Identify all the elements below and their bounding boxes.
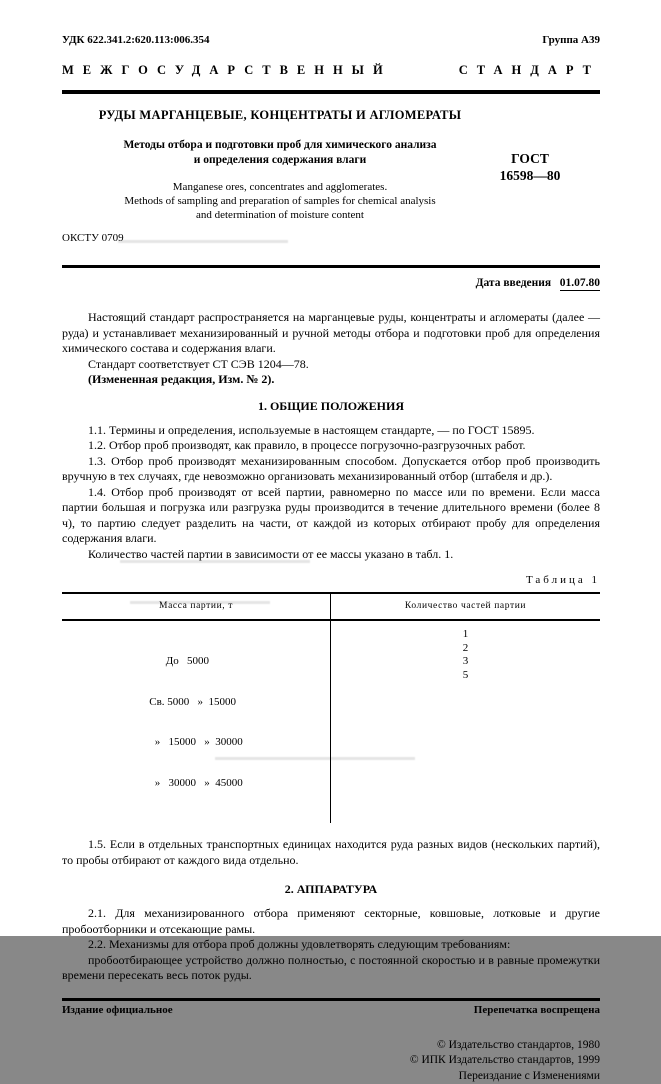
- footer-row: [62, 1004, 600, 1016]
- count-column: [331, 621, 600, 823]
- column-header-count: Количество частей партии: [331, 594, 600, 619]
- footer-rule: [62, 998, 600, 1001]
- document-subtitle: [80, 138, 480, 167]
- okstu-rule: [62, 265, 600, 268]
- copyright-line-3: Переиздание с Изменениями: [62, 1069, 600, 1084]
- header-rule: [62, 90, 600, 94]
- table-row: Св. 5000 » 15000: [149, 696, 243, 710]
- official-edition-label: Издание официальное: [62, 1004, 173, 1016]
- gost-label: ГОСТ: [460, 150, 600, 167]
- copyright-block: [62, 1038, 600, 1084]
- table-1: [62, 592, 600, 823]
- item-1-4: 1.4. Отбор проб производят от всей партии, равномерно по массе или по времени. Если масса партии большая и погрузка или разгрузка руды производится в течение длительного времени (более 8 ч), то партию следует разделить на части, от каждой из которых отбирают пробу для определения содержания влаги.: [62, 485, 600, 547]
- scan-artifact: [120, 560, 310, 563]
- english-title: [80, 180, 480, 222]
- date-label: Дата введения: [476, 277, 552, 289]
- item-1-2: 1.2. Отбор проб производят, как правило, в процессе погрузочно-разгрузочных работ.: [62, 438, 600, 454]
- okstu-code: ОКСТУ 0709: [62, 232, 600, 244]
- english-line-3: and determination of moisture content: [80, 208, 480, 222]
- udk-group-row: [62, 34, 600, 46]
- item-2-2: 2.2. Механизмы для отбора проб должны удовлетворять следующим требованиям:: [62, 937, 600, 953]
- table-row: 1: [331, 628, 600, 642]
- scan-artifact: [215, 757, 415, 760]
- group-code: Группа А39: [542, 34, 600, 46]
- copyright-line-2: © ИПК Издательство стандартов, 1999: [62, 1053, 600, 1069]
- title-block: [62, 108, 600, 222]
- title-column: [80, 108, 480, 222]
- item-2-2-continuation: пробоотбирающее устройство должно полностью, с постоянной скоростью и в равные промежутки времени пересекать весь поток руды.: [62, 953, 600, 984]
- standard-kind-heading: [62, 63, 600, 78]
- table-note: Количество частей партии в зависимости от ее массы указано в табл. 1.: [62, 547, 600, 563]
- english-line-1: Manganese ores, concentrates and agglomerates.: [80, 180, 480, 194]
- copyright-line-1: © Издательство стандартов, 1980: [62, 1038, 600, 1054]
- intro-paragraph-3: (Измененная редакция, Изм. № 2).: [62, 372, 600, 388]
- intro-paragraph-2: Стандарт соответствует СТ СЭВ 1204—78.: [62, 357, 600, 373]
- item-1-5: 1.5. Если в отдельных транспортных единицах находится руда разных видов (нескольких партий), то пробы отбирают от каждого вида отдельно.: [62, 837, 600, 868]
- item-1-1: 1.1. Термины и определения, используемые в настоящем стандарте, — по ГОСТ 15895.: [62, 423, 600, 439]
- subtitle-line-1: Методы отбора и подготовки проб для химического анализа: [80, 138, 480, 153]
- section-1-heading: 1. ОБЩИЕ ПОЛОЖЕНИЯ: [62, 399, 600, 414]
- table-body: [62, 621, 600, 823]
- section-2-heading: 2. АППАРАТУРА: [62, 882, 600, 897]
- scan-artifact: [130, 601, 270, 604]
- scan-artifact: [118, 240, 288, 243]
- intro-paragraph-1: Настоящий стандарт распространяется на марганцевые руды, концентраты и агломераты (далее — руда) и устанавливает механизированный и ручной методы отбора и подготовки проб для определения химического состава и содержания влаги.: [62, 310, 600, 357]
- table-row: 2: [331, 642, 600, 656]
- mass-column: [62, 621, 331, 823]
- effective-date-row: [62, 277, 600, 289]
- table-row: 3: [331, 655, 600, 669]
- table-row: » 30000 » 45000: [149, 777, 243, 791]
- udk-code: УДК 622.341.2:620.113:006.354: [62, 34, 209, 46]
- english-line-2: Methods of sampling and preparation of samples for chemical analysis: [80, 194, 480, 208]
- gost-designation: [460, 150, 600, 184]
- item-1-3: 1.3. Отбор проб производят механизированным способом. Допускается отбор проб производить вручную в тех случаях, где невозможно организовать механизированный отбор (штабеля и др.).: [62, 454, 600, 485]
- mass-values: [149, 628, 243, 817]
- column-header-mass: Масса партии, т: [62, 594, 331, 619]
- document-title: РУДЫ МАРГАНЦЕВЫЕ, КОНЦЕНТРАТЫ И АГЛОМЕРАТЫ: [80, 108, 480, 123]
- reprint-prohibited-label: Перепечатка воспрещена: [474, 1004, 600, 1016]
- table-row: 5: [331, 669, 600, 683]
- subtitle-line-2: и определения содержания влаги: [80, 153, 480, 168]
- table-caption: Таблица 1: [62, 574, 600, 586]
- table-row: До 5000: [149, 655, 243, 669]
- standard-word-1: МЕЖГОСУДАРСТВЕННЫЙ: [62, 63, 392, 78]
- item-2-1: 2.1. Для механизированного отбора применяют секторные, ковшовые, лотковые и другие пробоотборники и отсекающие рамы.: [62, 906, 600, 937]
- standard-word-2: СТАНДАРТ: [459, 63, 600, 78]
- gost-number: 16598—80: [460, 167, 600, 184]
- table-row: » 15000 » 30000: [149, 736, 243, 750]
- date-value: 01.07.80: [560, 277, 600, 291]
- table-header-row: [62, 594, 600, 621]
